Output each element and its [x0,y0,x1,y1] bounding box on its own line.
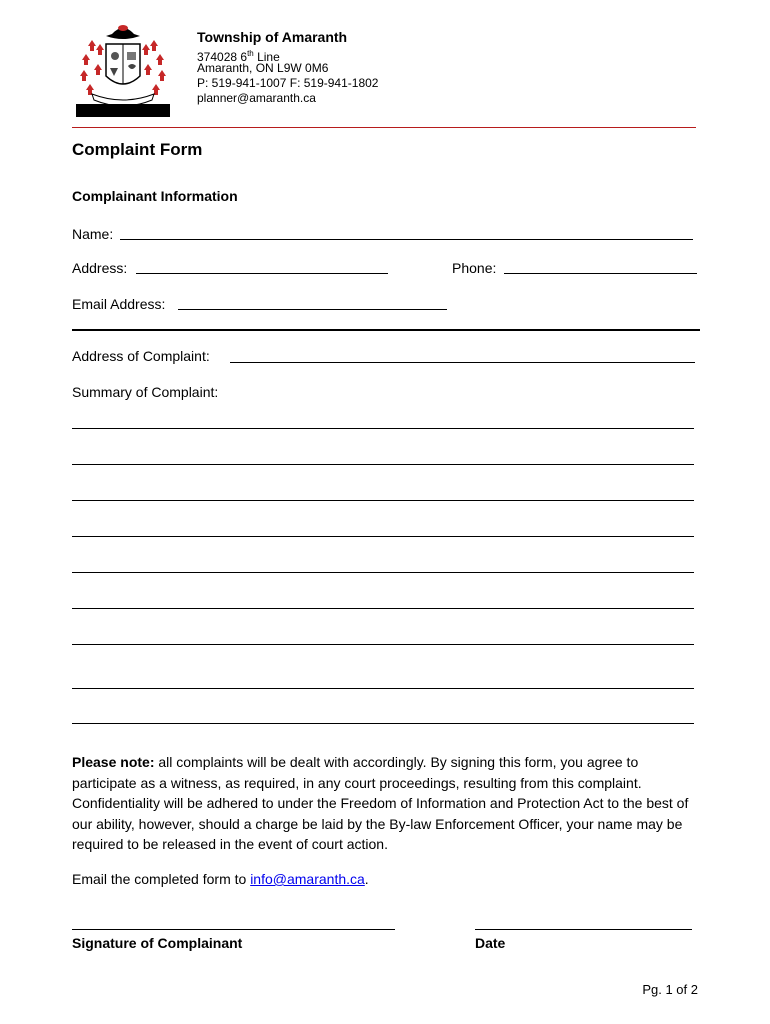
phone-label: Phone: [452,260,497,276]
date-field[interactable] [475,929,692,930]
summary-line[interactable] [72,464,694,465]
note-text: all complaints will be dealt with accordingly. By signing this form, you agree to participate as a witness, as required, in any court proceedings, resulting from this complaint. Confidentiality will be adhered to under the Freedom of Information and Protection Act to the best of our ability, however, should a charge be laid by the By-law Enforcement Officer, your name may be required to be released in the event of court action. [72,754,689,852]
summary-line[interactable] [72,644,694,645]
header-email: planner@amaranth.ca [197,91,316,105]
page-number: Pg. 1 of 2 [642,982,698,997]
note-heading: Please note: [72,754,155,770]
name-label: Name: [72,226,114,242]
header-divider [72,127,696,128]
email-instruction: Email the completed form to info@amaranth.ca. [72,871,369,887]
phone-fax: P: 519-941-1007 F: 519-941-1802 [197,76,379,90]
section-title: Complainant Information [72,188,238,204]
form-title: Complaint Form [72,140,203,159]
summary-line[interactable] [72,723,694,724]
summary-line[interactable] [72,500,694,501]
organization-name: Township of Amaranth [197,29,348,45]
summary-label: Summary of Complaint: [72,384,219,400]
email-label: Email Address: [72,296,166,312]
city-address: Amaranth, ON L9W 0M6 [197,61,329,75]
complaint-address-label: Address of Complaint: [72,348,210,364]
street-address: 374028 6th Line [197,49,280,64]
summary-line[interactable] [72,572,694,573]
phone-field[interactable] [504,273,697,274]
address-label: Address: [72,260,128,276]
township-crest-logo [74,20,172,118]
summary-line[interactable] [72,688,694,689]
address-field[interactable] [136,273,388,274]
signature-label: Signature of Complainant [72,935,243,951]
section-divider [72,329,700,331]
summary-line[interactable] [72,428,694,429]
submit-email-link[interactable]: info@amaranth.ca [250,871,365,887]
date-label: Date [475,935,506,951]
complaint-address-field[interactable] [230,362,695,363]
disclaimer-paragraph [72,752,700,855]
email-field[interactable] [178,309,447,310]
name-field[interactable] [120,239,693,240]
signature-field[interactable] [72,929,395,930]
summary-line[interactable] [72,536,694,537]
summary-line[interactable] [72,608,694,609]
